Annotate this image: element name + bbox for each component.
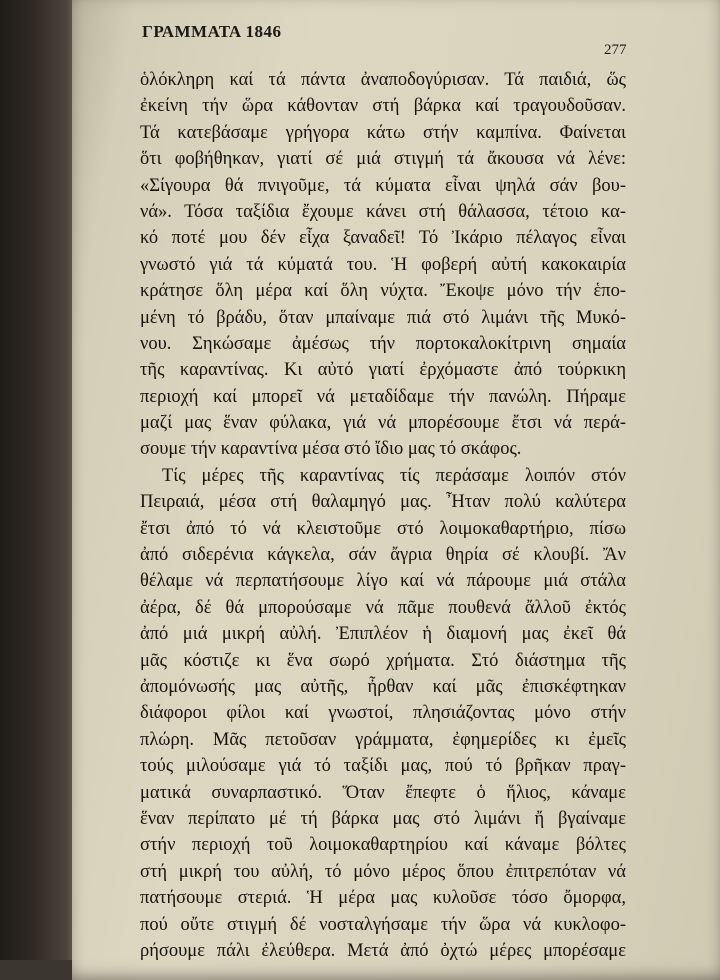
text-line: ἀπό μιά μικρή αὐλή. Ἐπιπλέον ἡ διαμονή μας ἐκεῖ θά: [140, 624, 626, 645]
text-line: ἀπομόνωσής μας αὐτῆς, ἦρθαν καί μᾶς ἐπισκέφτηκαν: [140, 676, 626, 697]
text-line: κό ποτέ μου δέν εἶχα ξαναδεῖ! Τό Ἰκάριο πέλαγος εἶναι: [140, 228, 626, 249]
text-line: Πειραιά, μέσα στή θαλαμηγό μας. Ἦταν πολύ καλύτερα: [140, 492, 626, 513]
text-line: ρήσουμε πάλι ἐλεύθερα. Μετά ἀπό ὀχτώ μέρες μπορέσαμε: [140, 940, 626, 961]
text-line: διάφοροι φίλοι καί γνωστοί, πλησιάζοντας μόνο στήν: [140, 703, 626, 724]
text-line: ἔτσι ἀπό τό νά κλειστοῦμε στό λοιμοκαθαρτήριο, πίσω: [140, 518, 626, 539]
text-line: σουμε τήν καραντίνα μέσα στό ἴδιο μας τό σκάφος.: [140, 439, 522, 460]
text-line: ἀέρα, δέ θά μπορούσαμε νά πᾶμε πουθενά ἄλλοῦ ἐκτός: [140, 597, 626, 618]
text-line: μαζί μας ἕναν φύλακα, γιά νά μπορέσουμε ἔτσι νά περά-: [140, 413, 626, 434]
text-line: γνωστό γιά τά κύματά του. Ἡ φοβερή αὐτή κακοκαιρία: [140, 254, 626, 275]
text-line: θέλαμε νά περπατήσουμε λίγο καί νά πάρουμε μιά στάλα: [140, 571, 626, 592]
text-line: τούς μιλούσαμε γιά τό ταξίδι μας, πού τό βρῆκαν πραγ-: [140, 756, 626, 777]
text-line: περιοχή καί μπορεῖ νά μεταδίδαμε τήν πανώλη. Πήραμε: [140, 386, 626, 407]
page-number: 277: [604, 42, 627, 58]
text-line: μένη τό βράδυ, ὅταν μπαίναμε πιά στό λιμάνι τῆς Μυκό-: [140, 307, 626, 328]
text-line: κράτησε ὅλη μέρα καί ὅλη νύχτα. Ἔκοψε μόνο τήν ἑπο-: [140, 281, 626, 302]
text-line: νου. Σηκώσαμε ἀμέσως τήν πορτοκαλοκίτρινη σημαία: [140, 333, 626, 354]
text-line: ματικά συναρπαστικό. Ὅταν ἔπεφτε ὁ ἥλιος, κάναμε: [140, 782, 626, 803]
text-line: πού οὔτε στιγμή δέ νοσταλγήσαμε τήν ὥρα νά κυκλοφο-: [140, 914, 626, 935]
text-line: ὅτι φοβήθηκαν, γιατί σέ μιά στιγμή τά ἄκουσα νά λένε:: [140, 149, 626, 170]
text-line: Τίς μέρες τῆς καραντίνας τίς περάσαμε λοιπόν στόν: [162, 465, 626, 486]
text-line: ἀπό σιδερένια κάγκελα, σάν ἄγρια θηρία σέ κλουβί. Ἄν: [140, 545, 626, 566]
text-line: ὁλόκληρη καί τά πάντα ἀναποδογύρισαν. Τά παιδιά, ὥς: [140, 70, 626, 90]
text-line: στήν περιοχή τοῦ λοιμοκαθαρτηρίου καί κάναμε βόλτες: [140, 835, 626, 856]
running-head: ΓΡΑΜΜΑΤΑ 1846: [142, 22, 282, 41]
text-line: ἐκείνη τήν ὥρα κάθονταν στή βάρκα καί τραγουδοῦσαν.: [140, 96, 626, 117]
text-line: ἕναν περίπατο μέ τή βάρκα μας στό λιμάνι ἤ βγαίναμε: [140, 808, 626, 829]
text-line: μᾶς κόστιζε κι ἕνα σωρό χρήματα. Στό διάστημα τῆς: [140, 650, 626, 671]
text-line: «Σίγουρα θά πνιγοῦμε, τά κύματα εἶναι ψηλά σάν βου-: [140, 175, 626, 196]
text-line: στή μικρή του αὐλή, τό μόνο μέρος ὅπου ἐπιτρεπόταν νά: [140, 861, 626, 882]
text-line: τῆς καραντίνας. Κι αὐτό γιατί ἐρχόμαστε ἀπό τούρκικη: [140, 360, 626, 381]
body-text: [140, 67, 626, 964]
text-line: Τά κατεβάσαμε γρήγορα κάτω στήν καμπίνα. Φαίνεται: [140, 122, 626, 143]
book-gutter-shadow: [0, 0, 78, 960]
text-line: πατήσουμε στεριά. Ἡ μέρα μας κυλοῦσε τόσο ὄμορφα,: [140, 888, 626, 909]
text-line: πλώρη. Μᾶς πετοῦσαν γράμματα, ἐφημερίδες κι ἐμεῖς: [140, 729, 626, 750]
text-line: νά». Τόσα ταξίδια ἔχουμε κάνει στή θάλασσα, τέτοιο κα-: [140, 201, 626, 222]
